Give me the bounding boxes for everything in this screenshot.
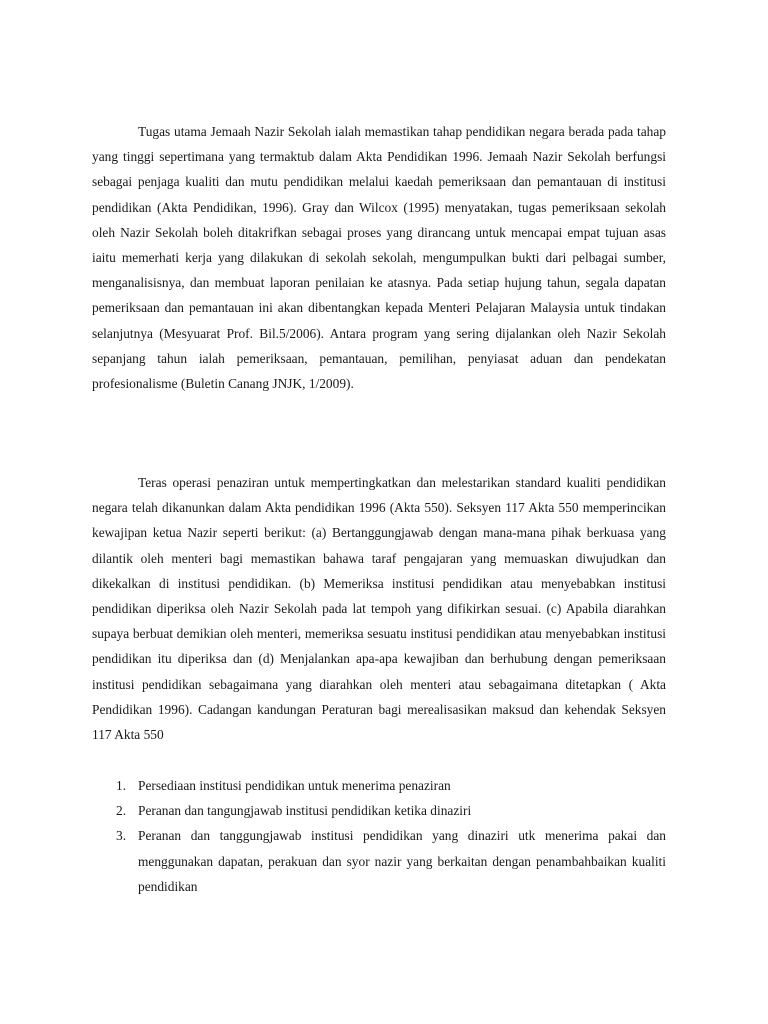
list-item-number: 1.: [116, 778, 127, 793]
paragraph-1-block: [92, 119, 666, 396]
list-item-text: Peranan dan tanggungjawab institusi pendidikan yang dinaziri utk menerima pakai dan menggunakan dapatan, perakuan dan syor nazir yang berkaitan dengan penambahbaikan kualiti pendidikan: [138, 828, 666, 894]
paragraph-2-block: [92, 470, 666, 747]
paragraph-1: Tugas utama Jemaah Nazir Sekolah ialah memastikan tahap pendidikan negara berada pada tahap yang tinggi sepertimana yang termaktub dalam Akta Pendidikan 1996. Jemaah Nazir Sekolah berfungsi sebagai penjaga kualiti dan mutu pendidikan melalui kaedah pemeriksaan dan pemantauan di institusi pendidikan (Akta Pendidikan, 1996). Gray dan Wilcox (1995) menyatakan, tugas pemeriksaan sekolah oleh Nazir Sekolah boleh ditakrifkan sebagai proses yang dirancang untuk mencapai empat tujuan asas iaitu memerhati kerja yang dilakukan di sekolah sekolah, mengumpulkan bukti dari pelbagai sumber, menganalisisnya, dan membuat laporan penilaian ke atasnya. Pada setiap hujung tahun, segala dapatan pemeriksaan dan pemantauan ini akan dibentangkan kepada Menteri Pelajaran Malaysia untuk tindakan selanjutnya (Mesyuarat Prof. Bil.5/2006). Antara program yang sering dijalankan oleh Nazir Sekolah sepanjang tahun ialah pemeriksaan, pemantauan, pemilihan, penyiasat aduan dan pendekatan profesionalisme (Buletin Canang JNJK, 1/2009).: [92, 124, 666, 392]
list-item-text: Peranan dan tangungjawab institusi pendidikan ketika dinaziri: [138, 803, 472, 819]
list-item: [92, 773, 666, 798]
list-item: [92, 798, 666, 823]
list-item-text: Persediaan institusi pendidikan untuk menerima penaziran: [138, 778, 451, 793]
list-item-number: 2.: [116, 803, 127, 819]
list-item: [92, 823, 666, 899]
paragraph-2: Teras operasi penaziran untuk mempertingkatkan dan melestarikan standard kualiti pendidikan negara telah dikanunkan dalam Akta pendidikan 1996 (Akta 550). Seksyen 117 Akta 550 memperincikan kewajipan ketua Nazir seperti berikut: (a) Bertanggungjawab dengan mana-mana pihak berkuasa yang dilantik oleh menteri bagi memastikan bahawa taraf pengajaran yang memuaskan diwujudkan dan dikekalkan di institusi pendidikan. (b) Memeriksa institusi pendidikan atau menyebabkan institusi pendidikan diperiksa oleh Nazir Sekolah pada lat tempoh yang difikirkan sesuai. (c) Apabila diarahkan supaya berbuat demikian oleh menteri, memeriksa sesuatu institusi pendidikan atau menyebabkan institusi pendidikan itu diperiksa dan (d) Menjalankan apa-apa kewajiban dan berhubung dengan pemeriksaan institusi pendidikan sebagaimana yang diarahkan oleh menteri atau sebagaimana ditetapkan ( Akta Pendidikan 1996). Cadangan kandungan Peraturan bagi merealisasikan maksud dan kehendak Seksyen 117 Akta 550: [92, 475, 666, 743]
numbered-list: [92, 773, 666, 899]
list-item-number: 3.: [116, 828, 127, 844]
